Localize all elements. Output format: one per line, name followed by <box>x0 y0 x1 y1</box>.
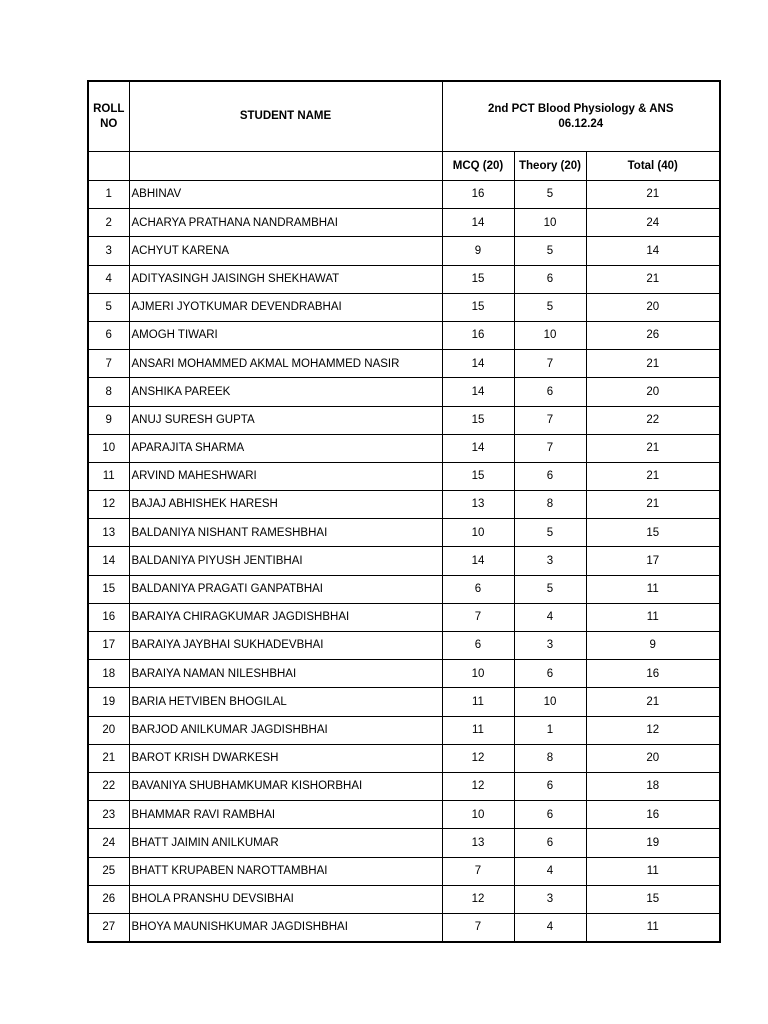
theory-score-cell: 6 <box>514 462 586 490</box>
student-name-cell: AJMERI JYOTKUMAR DEVENDRABHAI <box>129 293 442 321</box>
theory-score-cell: 6 <box>514 265 586 293</box>
total-header: Total (40) <box>586 152 720 181</box>
theory-score-cell: 1 <box>514 716 586 744</box>
total-score-cell: 21 <box>586 462 720 490</box>
header-row-2 <box>88 152 720 181</box>
student-name-cell: BARAIYA NAMAN NILESHBHAI <box>129 660 442 688</box>
table-row <box>88 575 720 603</box>
table-row <box>88 829 720 857</box>
total-score-cell: 20 <box>586 378 720 406</box>
student-name-cell: BHATT KRUPABEN NAROTTAMBHAI <box>129 857 442 885</box>
roll-header-line2: NO <box>100 117 118 130</box>
roll-cell: 16 <box>88 603 129 631</box>
roll-cell: 15 <box>88 575 129 603</box>
table-row <box>88 519 720 547</box>
total-score-cell: 20 <box>586 293 720 321</box>
student-name-cell: ANSARI MOHAMMED AKMAL MOHAMMED NASIR <box>129 350 442 378</box>
table-row <box>88 660 720 688</box>
table-body <box>88 181 720 943</box>
mcq-score-cell: 14 <box>442 378 514 406</box>
student-name-cell: BARIA HETVIBEN BHOGILAL <box>129 688 442 716</box>
roll-cell: 1 <box>88 181 129 209</box>
theory-score-cell: 5 <box>514 237 586 265</box>
table-row <box>88 321 720 349</box>
table-row <box>88 716 720 744</box>
student-name-cell: BALDANIYA PIYUSH JENTIBHAI <box>129 547 442 575</box>
mcq-score-cell: 16 <box>442 321 514 349</box>
table-row <box>88 772 720 800</box>
mcq-score-cell: 14 <box>442 350 514 378</box>
roll-cell: 11 <box>88 462 129 490</box>
total-score-cell: 22 <box>586 406 720 434</box>
mcq-score-cell: 12 <box>442 744 514 772</box>
mcq-score-cell: 10 <box>442 801 514 829</box>
mcq-score-cell: 10 <box>442 660 514 688</box>
total-score-cell: 19 <box>586 829 720 857</box>
theory-score-cell: 5 <box>514 293 586 321</box>
table-row <box>88 237 720 265</box>
student-name-header: STUDENT NAME <box>129 81 442 152</box>
theory-score-cell: 4 <box>514 913 586 942</box>
student-name-cell: BHAMMAR RAVI RAMBHAI <box>129 801 442 829</box>
student-name-cell: APARAJITA SHARMA <box>129 434 442 462</box>
roll-subheader-empty <box>88 152 129 181</box>
total-score-cell: 11 <box>586 603 720 631</box>
exam-title-line1: 2nd PCT Blood Physiology & ANS <box>488 103 674 116</box>
roll-cell: 9 <box>88 406 129 434</box>
theory-score-cell: 5 <box>514 181 586 209</box>
student-name-cell: ABHINAV <box>129 181 442 209</box>
student-name-cell: BAVANIYA SHUBHAMKUMAR KISHORBHAI <box>129 772 442 800</box>
table-row <box>88 491 720 519</box>
theory-score-cell: 3 <box>514 632 586 660</box>
total-score-cell: 17 <box>586 547 720 575</box>
theory-score-cell: 10 <box>514 688 586 716</box>
table-row <box>88 913 720 942</box>
mcq-score-cell: 14 <box>442 209 514 237</box>
theory-score-cell: 6 <box>514 378 586 406</box>
roll-cell: 2 <box>88 209 129 237</box>
table-row <box>88 857 720 885</box>
theory-score-cell: 6 <box>514 801 586 829</box>
theory-score-cell: 7 <box>514 434 586 462</box>
total-score-cell: 15 <box>586 519 720 547</box>
total-score-cell: 21 <box>586 688 720 716</box>
mcq-score-cell: 10 <box>442 519 514 547</box>
mcq-score-cell: 9 <box>442 237 514 265</box>
mcq-score-cell: 7 <box>442 603 514 631</box>
table-row <box>88 632 720 660</box>
table-row <box>88 885 720 913</box>
roll-cell: 3 <box>88 237 129 265</box>
total-score-cell: 14 <box>586 237 720 265</box>
theory-score-cell: 6 <box>514 772 586 800</box>
total-score-cell: 16 <box>586 801 720 829</box>
mcq-score-cell: 15 <box>442 293 514 321</box>
roll-no-header <box>88 81 129 152</box>
student-name-cell: ADITYASINGH JAISINGH SHEKHAWAT <box>129 265 442 293</box>
theory-score-cell: 6 <box>514 660 586 688</box>
mcq-score-cell: 14 <box>442 547 514 575</box>
total-score-cell: 11 <box>586 913 720 942</box>
mcq-score-cell: 6 <box>442 632 514 660</box>
roll-cell: 27 <box>88 913 129 942</box>
roll-cell: 17 <box>88 632 129 660</box>
total-score-cell: 9 <box>586 632 720 660</box>
total-score-cell: 12 <box>586 716 720 744</box>
theory-score-cell: 10 <box>514 209 586 237</box>
roll-cell: 21 <box>88 744 129 772</box>
mcq-score-cell: 12 <box>442 885 514 913</box>
total-score-cell: 15 <box>586 885 720 913</box>
mcq-score-cell: 7 <box>442 913 514 942</box>
total-score-cell: 11 <box>586 575 720 603</box>
student-name-cell: BARAIYA CHIRAGKUMAR JAGDISHBHAI <box>129 603 442 631</box>
table-row <box>88 603 720 631</box>
exam-date: 06.12.24 <box>558 117 604 130</box>
table-row <box>88 293 720 321</box>
total-score-cell: 16 <box>586 660 720 688</box>
theory-score-cell: 8 <box>514 744 586 772</box>
roll-cell: 25 <box>88 857 129 885</box>
name-subheader-empty <box>129 152 442 181</box>
table-row <box>88 801 720 829</box>
mcq-score-cell: 13 <box>442 829 514 857</box>
student-name-cell: BAROT KRISH DWARKESH <box>129 744 442 772</box>
theory-score-cell: 7 <box>514 350 586 378</box>
mcq-score-cell: 12 <box>442 772 514 800</box>
total-score-cell: 24 <box>586 209 720 237</box>
mcq-score-cell: 15 <box>442 462 514 490</box>
student-name-cell: BHOYA MAUNISHKUMAR JAGDISHBHAI <box>129 913 442 942</box>
roll-cell: 13 <box>88 519 129 547</box>
theory-score-cell: 4 <box>514 603 586 631</box>
theory-score-cell: 10 <box>514 321 586 349</box>
roll-cell: 14 <box>88 547 129 575</box>
roll-cell: 23 <box>88 801 129 829</box>
student-name-cell: ACHARYA PRATHANA NANDRAMBHAI <box>129 209 442 237</box>
table-row <box>88 378 720 406</box>
theory-score-cell: 3 <box>514 547 586 575</box>
mcq-score-cell: 11 <box>442 716 514 744</box>
table-row <box>88 547 720 575</box>
table-row <box>88 406 720 434</box>
table-row <box>88 181 720 209</box>
roll-cell: 5 <box>88 293 129 321</box>
student-name-cell: ANSHIKA PAREEK <box>129 378 442 406</box>
table-row <box>88 265 720 293</box>
table-header <box>88 81 720 181</box>
total-score-cell: 21 <box>586 350 720 378</box>
roll-cell: 24 <box>88 829 129 857</box>
student-name-cell: ACHYUT KARENA <box>129 237 442 265</box>
student-name-cell: BALDANIYA PRAGATI GANPATBHAI <box>129 575 442 603</box>
student-name-cell: BAJAJ ABHISHEK HARESH <box>129 491 442 519</box>
result-sheet <box>87 80 719 943</box>
roll-cell: 10 <box>88 434 129 462</box>
table-row <box>88 434 720 462</box>
student-name-cell: BARJOD ANILKUMAR JAGDISHBHAI <box>129 716 442 744</box>
roll-header-line1: ROLL <box>93 103 125 116</box>
roll-cell: 6 <box>88 321 129 349</box>
theory-score-cell: 6 <box>514 829 586 857</box>
student-name-cell: AMOGH TIWARI <box>129 321 442 349</box>
theory-score-cell: 4 <box>514 857 586 885</box>
roll-cell: 12 <box>88 491 129 519</box>
theory-score-cell: 7 <box>514 406 586 434</box>
table-row <box>88 350 720 378</box>
mcq-score-cell: 13 <box>442 491 514 519</box>
theory-score-cell: 5 <box>514 519 586 547</box>
table-row <box>88 209 720 237</box>
roll-cell: 19 <box>88 688 129 716</box>
table-row <box>88 688 720 716</box>
total-score-cell: 21 <box>586 491 720 519</box>
theory-score-cell: 3 <box>514 885 586 913</box>
total-score-cell: 18 <box>586 772 720 800</box>
roll-cell: 26 <box>88 885 129 913</box>
header-row-1 <box>88 81 720 152</box>
table-row <box>88 744 720 772</box>
mcq-score-cell: 6 <box>442 575 514 603</box>
theory-header: Theory (20) <box>514 152 586 181</box>
mcq-score-cell: 16 <box>442 181 514 209</box>
mcq-score-cell: 15 <box>442 406 514 434</box>
student-name-cell: BALDANIYA NISHANT RAMESHBHAI <box>129 519 442 547</box>
roll-cell: 22 <box>88 772 129 800</box>
mcq-score-cell: 15 <box>442 265 514 293</box>
roll-cell: 7 <box>88 350 129 378</box>
roll-cell: 4 <box>88 265 129 293</box>
total-score-cell: 21 <box>586 434 720 462</box>
exam-title-header <box>442 81 720 152</box>
student-name-cell: ARVIND MAHESHWARI <box>129 462 442 490</box>
student-name-cell: BHATT JAIMIN ANILKUMAR <box>129 829 442 857</box>
theory-score-cell: 8 <box>514 491 586 519</box>
mcq-header: MCQ (20) <box>442 152 514 181</box>
table-row <box>88 462 720 490</box>
roll-cell: 20 <box>88 716 129 744</box>
total-score-cell: 21 <box>586 265 720 293</box>
total-score-cell: 11 <box>586 857 720 885</box>
student-name-cell: BHOLA PRANSHU DEVSIBHAI <box>129 885 442 913</box>
mcq-score-cell: 14 <box>442 434 514 462</box>
roll-cell: 18 <box>88 660 129 688</box>
roll-cell: 8 <box>88 378 129 406</box>
mcq-score-cell: 7 <box>442 857 514 885</box>
student-name-cell: ANUJ SURESH GUPTA <box>129 406 442 434</box>
total-score-cell: 20 <box>586 744 720 772</box>
theory-score-cell: 5 <box>514 575 586 603</box>
total-score-cell: 21 <box>586 181 720 209</box>
marks-table <box>87 80 721 943</box>
total-score-cell: 26 <box>586 321 720 349</box>
mcq-score-cell: 11 <box>442 688 514 716</box>
student-name-cell: BARAIYA JAYBHAI SUKHADEVBHAI <box>129 632 442 660</box>
